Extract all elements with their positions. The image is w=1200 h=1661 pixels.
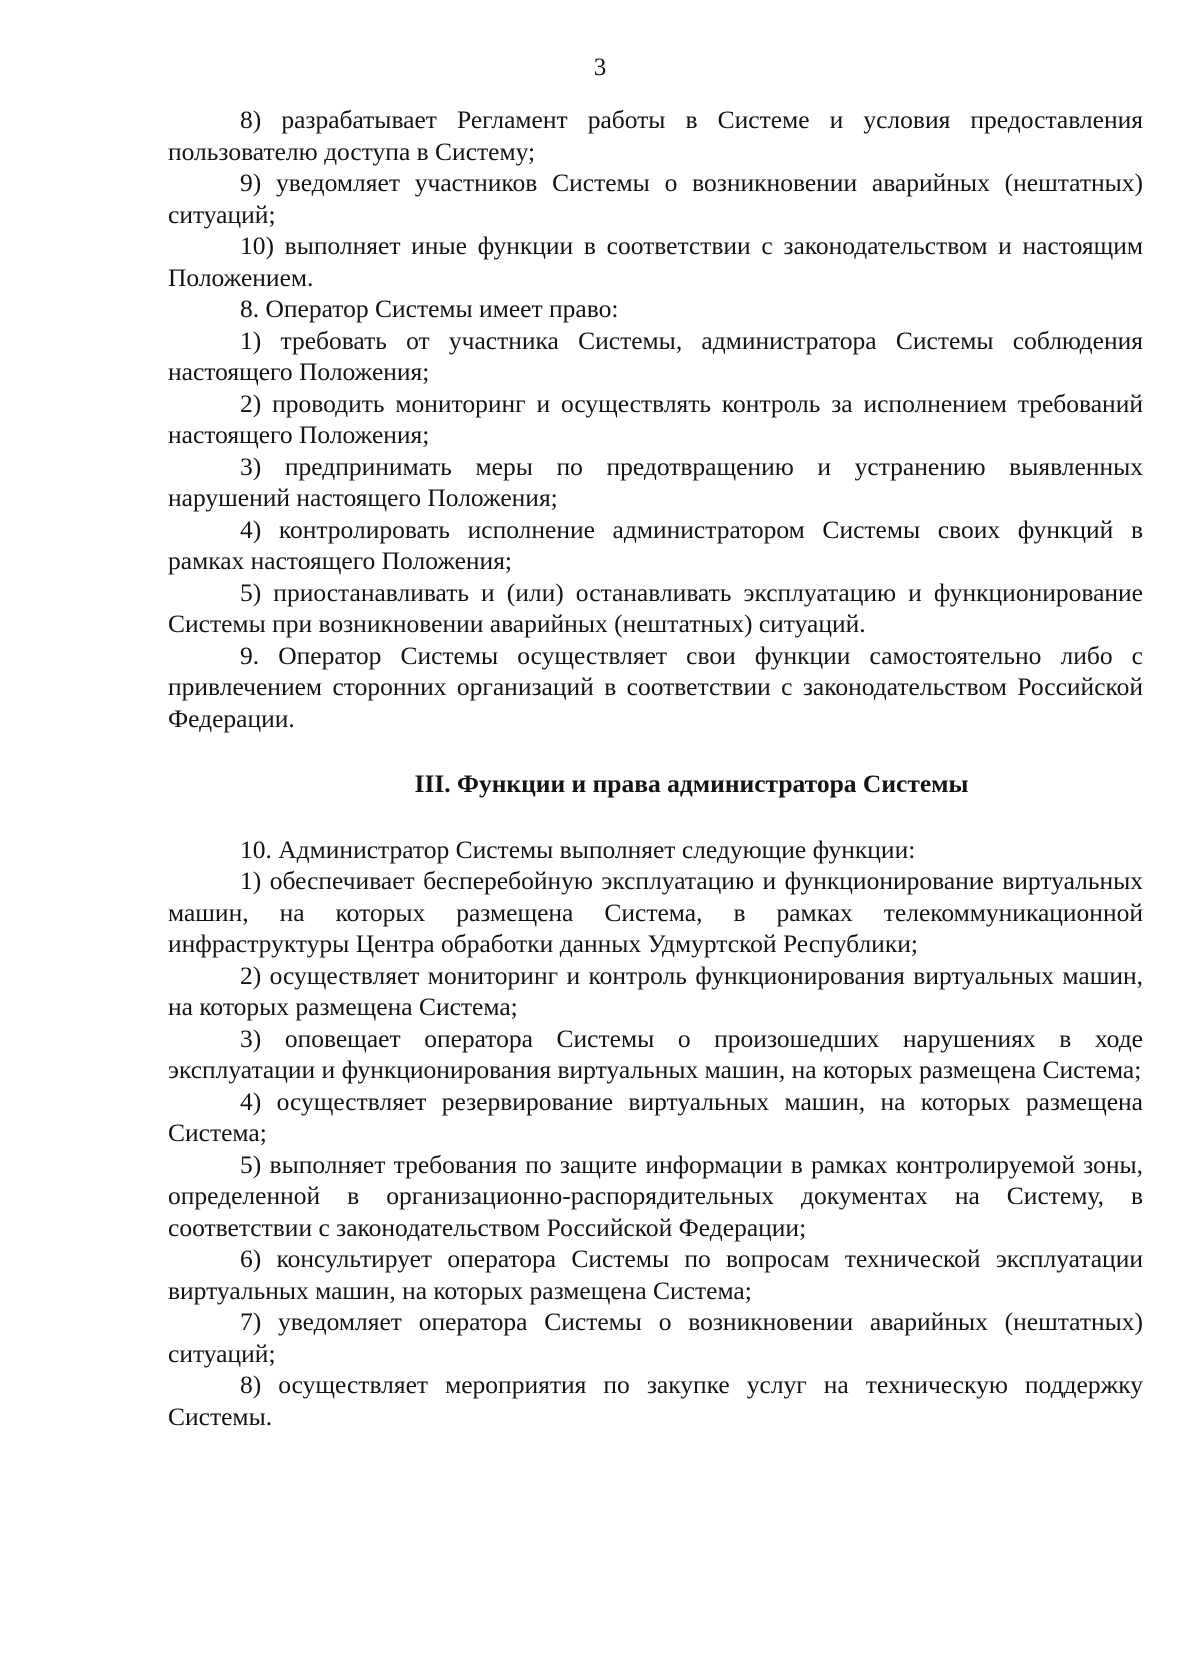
section-heading: III. Функции и права администратора Системы	[414, 769, 969, 798]
paragraph: 2) осуществляет мониторинг и контроль функционирования виртуальных машин, на которых размещена Система;	[168, 960, 1143, 1021]
page-number: 3	[593, 54, 607, 81]
paragraph: 1) требовать от участника Системы, администратора Системы соблюдения настоящего Положения;	[168, 325, 1143, 386]
document-body	[168, 104, 1143, 1432]
paragraph: 8. Оператор Системы имеет право:	[240, 294, 619, 323]
paragraph: 9. Оператор Системы осуществляет свои функции самостоятельно либо с привлечением сторонних организаций в соответствии с законодательством Российской Федерации.	[168, 640, 1143, 733]
paragraph: 8) осуществляет мероприятия по закупке услуг на техническую поддержку Системы.	[168, 1370, 1143, 1431]
paragraph: 6) консультирует оператора Системы по вопросам технической эксплуатации виртуальных машин, на которых размещена Система;	[168, 1244, 1143, 1305]
paragraph: 7) уведомляет оператора Системы о возникновении аварийных (нештатных) ситуаций;	[168, 1307, 1143, 1368]
paragraph: 1) обеспечивает бесперебойную эксплуатацию и функционирование виртуальных машин, на которых размещена Система, в рамках телекоммуникационной инфраструктуры Центра обработки данных Удмуртской Республики;	[168, 866, 1143, 958]
paragraph: 3) оповещает оператора Системы о произошедших нарушениях в ходе эксплуатации и функционирования виртуальных машин, на которых размещена Система;	[168, 1023, 1143, 1084]
paragraph: 2) проводить мониторинг и осуществлять контроль за исполнением требований настоящего Положения;	[168, 388, 1143, 449]
paragraph: 3) предпринимать меры по предотвращению и устранению выявленных нарушений настоящего Положения;	[168, 451, 1143, 512]
paragraph: 9) уведомляет участников Системы о возникновении аварийных (нештатных) ситуаций;	[168, 168, 1143, 229]
paragraph: 10. Администратор Системы выполняет следующие функции:	[240, 834, 916, 864]
paragraph: 4) контролировать исполнение администратором Системы своих функций в рамках настоящего Положения;	[168, 514, 1143, 575]
paragraph: 5) выполняет требования по защите информации в рамках контролируемой зоны, определенной в организационно-распорядительных документах на Систему, в соответствии с законодательством Российской Федерации;	[168, 1149, 1143, 1242]
paragraph: 5) приостанавливать и (или) останавливать эксплуатацию и функционирование Системы при возникновении аварийных (нештатных) ситуаций.	[168, 577, 1143, 638]
paragraph: 4) осуществляет резервирование виртуальных машин, на которых размещена Система;	[168, 1086, 1143, 1147]
paragraph: 10) выполняет иные функции в соответствии с законодательством и настоящим Положением.	[168, 231, 1143, 292]
paragraph: 8) разрабатывает Регламент работы в Системе и условия предоставления пользователю доступа в Систему;	[168, 105, 1143, 166]
